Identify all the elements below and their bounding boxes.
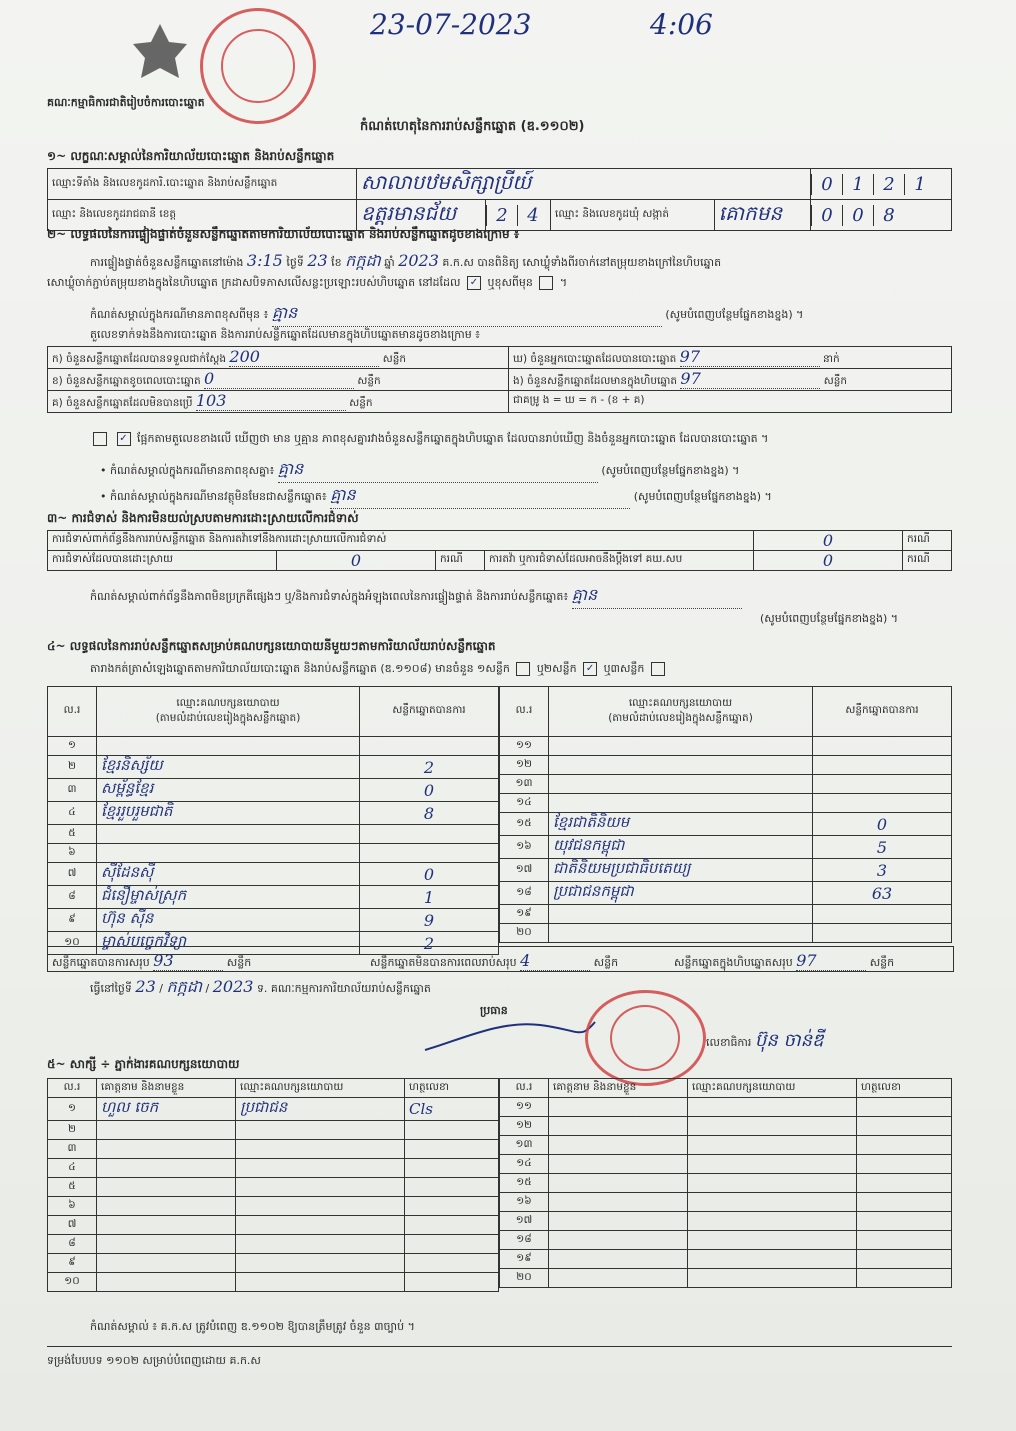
total-invalid: 4 (520, 951, 590, 971)
s2-note-value: គ្មាន (272, 302, 662, 327)
appeal-count: 0 (754, 551, 903, 571)
party-name (549, 924, 813, 943)
ballot-count-table: ក) ចំនួនសន្លឹកឆ្នោតដែលបានទទួលជាក់ស្តែង 200 សន្លឹក ឃ) ចំនួនអ្នកបោះឆ្នោតដែលបានបោះឆ្នោត 97 នាក់ ខ) ចំនួនសន្លឹកឆ្នោតខូចពេលបោះឆ្នោត 0 សន្លឹក ង) ចំនួនសន្លឹកឆ្នោតដែលមានក្នុងហិបឆ្នោត 97 សន្លឹក គ) ចំនួនសន្លឹកឆ្នោតដែលមិនបានប្រើ 103 សន្លឹក ជាគម្រូ ង = ឃ = ក - (ខ + គ) (47, 346, 952, 413)
s2-check-line: ✓ ផ្អែកតាមតួលេខខាងលើ ឃើញថា មាន ឬគ្មាន ភាពខុសគ្នារវាងចំនួនសន្លឹកឆ្នោតក្នុងហិបឆ្នោត ដែលបានរាប់ឃើញ និងចំនួនអ្នកបោះឆ្នោត ដែលបានបោះឆ្នោត ។ (90, 432, 960, 448)
table-row: ១៦ (500, 1193, 952, 1212)
witness-name (97, 1140, 236, 1159)
sign-month: កក្កដា (166, 977, 203, 996)
table-row: ១០ ម្ចាស់បច្ចេកវិទ្យា 2 (48, 932, 499, 955)
table-row: ១១ (500, 1098, 952, 1117)
check-year: 2023 (398, 251, 439, 270)
witness-name (97, 1273, 236, 1292)
results-table (47, 686, 499, 955)
col-votes: សន្លឹកឆ្នោតបានការ (813, 687, 952, 737)
witness-signature (405, 1235, 499, 1254)
station-code: 0 1 2 1 (811, 169, 952, 200)
form-title: កំណត់ហេតុនៃការរាប់សន្លឹកឆ្នោត (ឌ.១១០២) (360, 119, 585, 134)
table-row: ១ ហួល ចេក ប្រជាជន Cls (48, 1098, 499, 1121)
section-2-title: ២~ លទ្ធផលនៃការផ្ទៀងផ្ទាត់ចំនួនសន្លឹកឆ្នោតតាមការិយាល័យបោះឆ្នោត និងរាប់សន្លឹកឆ្នោតដូចខាងក្រោម ៖ (47, 227, 520, 241)
party-votes (813, 756, 952, 775)
objection-table: ការជំទាស់ពាក់ព័ន្ធនឹងការរាប់សន្លឹកឆ្នោត និងការតវ៉ាទៅនឹងការដោះស្រាយលើការជំទាស់ 0 ករណី ការជំទាស់ដែលបានដោះស្រាយ 0 ករណី ការតវ៉ា ឬការជំទាស់ដែលអាចនឹងប្តឹងទៅ គឃ.សប 0 ករណី (47, 530, 952, 571)
handwritten-time: 4:06 (650, 8, 713, 41)
table-row: ១៣ (500, 775, 952, 794)
witness-signature (405, 1121, 499, 1140)
party-name (549, 737, 813, 756)
table-row: ១៧ ជាតិនិយមប្រជាធិបតេយ្យ 3 (500, 859, 952, 882)
table-row: ៤ (48, 1159, 499, 1178)
witness-name (97, 1159, 236, 1178)
col-votes: សន្លឹកឆ្នោតបានការ (360, 687, 499, 737)
received-ballots: 200 (229, 347, 379, 367)
party-name (97, 737, 360, 756)
table-row: ១៨ ប្រជាជនកម្ពុជា 63 (500, 882, 952, 905)
party-votes: 8 (360, 802, 499, 825)
commune-label: ឈ្មោះ និងលេខកូដឃុំ សង្កាត់ (551, 200, 715, 231)
has-diff-checkbox[interactable] (93, 432, 107, 446)
check-time: 3:15 (246, 251, 283, 270)
section-4-title: ៤~ លទ្ធផលនៃការរាប់សន្លឹកឆ្នោតសម្រាប់គណបក្សនយោបាយនីមួយៗតាមការិយាល័យរាប់សន្លឹកឆ្នោត (47, 639, 496, 653)
table-row: ១២ (500, 756, 952, 775)
three-sheet-checkbox[interactable] (651, 662, 665, 676)
table-row: ៧ ស៊ីដែនស៊ី 0 (48, 863, 499, 886)
section-3-title: ៣~ ការជំទាស់ និងការមិនយល់ស្របតាមការដោះស្រាយលើការជំទាស់ (47, 511, 359, 525)
table-row: ៣ សម្ព័ន្ធខ្មែរ 0 (48, 779, 499, 802)
witness-name (97, 1235, 236, 1254)
witness-name (97, 1197, 236, 1216)
unused-ballots: 103 (196, 391, 346, 411)
party-name: ម្ចាស់បច្ចេកវិទ្យា (97, 932, 360, 955)
table-row: ៦ (48, 844, 499, 863)
party-name: យុវជនកម្ពុជា (549, 836, 813, 859)
party-votes: 2 (360, 932, 499, 955)
witness-party (236, 1178, 405, 1197)
table-row: ១០ (48, 1273, 499, 1292)
s5-footnote: កំណត់សម្គាល់ ៖ គ.ក.ស ត្រូវបំពេញ ឌ.១១០២ ឱ្យបានត្រឹមត្រូវ ចំនួន ៣ច្បាប់ ។ (90, 1320, 415, 1333)
table-row: ១៩ (500, 1250, 952, 1269)
witness-table: ល.រ គោត្តនាម និងនាមខ្លួន ឈ្មោះគណបក្សនយោបាយ ហត្ថលេខា ១ ហួល ចេក ប្រជាជន Cls ២ ៣ ៤ ៥ ៦ ៧ ៨ ៩ ១០ (47, 1078, 499, 1292)
party-votes: 3 (813, 859, 952, 882)
witness-table: ល.រ គោត្តនាម និងនាមខ្លួន ឈ្មោះគណបក្សនយោបាយ ហត្ថលេខា ១១ ១២ ១៣ ១៤ ១៥ ១៦ ១៧ ១៨ ១៩ ២០ (499, 1078, 952, 1288)
party-votes: 0 (360, 863, 499, 886)
party-votes: 1 (360, 886, 499, 909)
party-votes: 2 (360, 756, 499, 779)
table-row: ១៣ (500, 1136, 952, 1155)
unchanged-checkbox[interactable]: ✓ (467, 276, 481, 290)
section-5-title: ៥~ សាក្សី ÷ ភ្នាក់ងារគណបក្សនយោបាយ (47, 1057, 240, 1071)
province-code: 2 4 (486, 200, 551, 231)
total-valid: 93 (153, 951, 223, 971)
s4-intro: តារាងកត់ត្រាសំឡេងឆ្នោតតាមការិយាល័យបោះឆ្នោត និងរាប់សន្លឹកឆ្នោត (ឌ.១១០៨) មានចំនួន ១សន្លឹក ឬ២សន្លឹក ✓ ឬ៣សន្លឹក (90, 662, 960, 678)
commune-name: គោកមន (714, 200, 810, 231)
party-name (97, 825, 360, 844)
formula: ជាគម្រូ ង = ឃ = ក - (ខ + គ) (509, 391, 952, 413)
s3-note-value: គ្មាន (572, 584, 742, 609)
party-name (549, 794, 813, 813)
table-row: ១២ (500, 1117, 952, 1136)
s2-intro: តួលេខទាក់ទងនឹងការបោះឆ្នោត និងការរាប់សន្លឹកឆ្នោតដែលមានក្នុងហិបឆ្នោតមានដូចខាងក្រោម ៖ (90, 328, 481, 341)
party-name (549, 756, 813, 775)
witness-party (236, 1216, 405, 1235)
one-sheet-checkbox[interactable] (516, 662, 530, 676)
commune-code: 0 0 8 (811, 200, 952, 231)
witness-signature (405, 1197, 499, 1216)
table-row: ២០ (500, 924, 952, 943)
witness-signature (405, 1178, 499, 1197)
table-row: ១៤ (500, 1155, 952, 1174)
table-row: ១៦ យុវជនកម្ពុជា 5 (500, 836, 952, 859)
party-name: ជំនឿម្ចាស់ស្រុក (97, 886, 360, 909)
s3-note: កំណត់សម្គាល់ពាក់ព័ន្ធនឹងភាពមិនប្រក្រតីផ្សេងៗ ឬ/និងការជំទាស់ក្នុងអំឡុងពេលនៃការផ្ទៀងផ្ទាត់ និងការរាប់សន្លឹកឆ្នោត៖ គ្មាន (90, 584, 960, 609)
check-day: 23 (307, 251, 328, 270)
table-row: ១១ (500, 737, 952, 756)
table-row: ៨ ជំនឿម្ចាស់ស្រុក 1 (48, 886, 499, 909)
resolved-count: 0 (277, 551, 436, 571)
witness-signature (405, 1254, 499, 1273)
table-row: ៤ ខ្មែររួបរួមជាតិ 8 (48, 802, 499, 825)
witness-name (97, 1254, 236, 1273)
table-row: ១៥ ខ្មែរជាតិនិយម 0 (500, 813, 952, 836)
station-table (47, 168, 952, 231)
province-label: ឈ្មោះ និងលេខកូដរាជធានី ខេត្ត (48, 200, 357, 231)
sign-day: 23 (135, 977, 156, 996)
party-votes: 5 (813, 836, 952, 859)
table-row: ១ (48, 737, 499, 756)
witness-party: ប្រជាជន (236, 1098, 405, 1121)
witness-signature (405, 1159, 499, 1178)
two-sheet-checkbox[interactable]: ✓ (583, 662, 597, 676)
object-note-value: គ្មាន (330, 484, 630, 509)
table-row: ២ ខ្មែរនិស្ស័យ 2 (48, 756, 499, 779)
table-row: ១៧ (500, 1212, 952, 1231)
sign-year: 2023 (212, 977, 254, 996)
objection-row-1: ការជំទាស់ពាក់ព័ន្ធនឹងការរាប់សន្លឹកឆ្នោត និងការតវ៉ាទៅនឹងការដោះស្រាយលើការជំទាស់ (48, 531, 754, 551)
president-signature (420, 1010, 600, 1060)
party-votes (813, 775, 952, 794)
witness-party (236, 1197, 405, 1216)
footer-divider (47, 1346, 952, 1347)
party-name: ខ្មែររួបរួមជាតិ (97, 802, 360, 825)
col-party: ឈ្មោះគណបក្សនយោបាយ (តាមលំដាប់លេខរៀងក្នុងសន្លឹកឆ្នោត) (97, 687, 360, 737)
station-label: ឈ្មោះទីតាំង និងលេខកូដការិ.បោះឆ្នោត និងរាប់សន្លឹកឆ្នោត (48, 169, 357, 200)
party-votes: 0 (813, 813, 952, 836)
s2-object-note: • កំណត់សម្គាល់ក្នុងករណីមានវត្ថុមិនមែនជាសន្លឹកឆ្នោត៖ គ្មាន (សូមបំពេញបន្ថែមផ្នែកខាងខ្នង) ។ (100, 484, 960, 509)
total-in-box: 97 (796, 951, 866, 971)
party-votes (360, 737, 499, 756)
table-row: ៧ (48, 1216, 499, 1235)
witness-name (97, 1178, 236, 1197)
ballots-in-box: 97 (680, 369, 820, 389)
handwritten-date: 23-07-2023 (370, 8, 532, 41)
witness-signature (405, 1273, 499, 1292)
party-votes (813, 905, 952, 924)
party-votes (813, 794, 952, 813)
secretary-name: ប៊ុន ចាន់ឌី (754, 1030, 824, 1051)
s2-diff-note: • កំណត់សម្គាល់ក្នុងករណីមានភាពខុសគ្នា៖ គ្មាន (សូមបំពេញបន្ថែមផ្នែកខាងខ្នង) ។ (100, 458, 960, 483)
station-name: សាលាបឋមសិក្សាប្រីយ៍ (357, 169, 811, 200)
party-votes (813, 924, 952, 943)
table-row: ១៥ (500, 1174, 952, 1193)
voters-count: 97 (680, 347, 820, 367)
table-row: ៥ (48, 1178, 499, 1197)
witness-signature: Cls (405, 1098, 499, 1121)
party-name: ហ៊ុន ស៊ីន (97, 909, 360, 932)
witness-name (97, 1216, 236, 1235)
witness-signature (405, 1216, 499, 1235)
s3-fill-hint: (សូមបំពេញបន្ថែមផ្នែកខាងខ្នង) ។ (760, 612, 899, 625)
party-name: សម្ព័ន្ធខ្មែរ (97, 779, 360, 802)
results-table (499, 686, 952, 943)
witness-party (236, 1159, 405, 1178)
official-seal-top (200, 8, 316, 124)
witness-party (236, 1235, 405, 1254)
witness-name: ហួល ចេក (97, 1098, 236, 1121)
col-no: ល.រ (500, 687, 549, 737)
witness-signature (405, 1140, 499, 1159)
witness-party (236, 1121, 405, 1140)
official-seal-bottom (585, 990, 706, 1086)
secretary-label: លេខាធិការ ប៊ុន ចាន់ឌី (706, 1030, 824, 1051)
party-name: ខ្មែរជាតិនិយម (549, 813, 813, 836)
table-row: ៨ (48, 1235, 499, 1254)
witness-name (97, 1121, 236, 1140)
spoiled-ballots: 0 (204, 369, 354, 389)
province-name: ឧត្តរមានជ័យ (357, 200, 486, 231)
s2-line2: សោឃ្លុំចាក់ភ្ជាប់តម្រុយខាងក្នុងនៃហិបឆ្នោត ក្រដាសបិទភាសលើសន្លះប្រឡោះរបស់ហិបឆ្នោត នៅដដែល ✓ ឬខុសពីមុន ។ (47, 276, 568, 289)
party-votes: 0 (360, 779, 499, 802)
col-no: ល.រ (48, 687, 97, 737)
party-name (97, 844, 360, 863)
party-votes: 9 (360, 909, 499, 932)
national-emblem-icon (125, 18, 195, 88)
witness-party (236, 1140, 405, 1159)
table-row: ៣ (48, 1140, 499, 1159)
witness-party (236, 1254, 405, 1273)
no-diff-checkbox[interactable]: ✓ (117, 432, 131, 446)
party-name (549, 775, 813, 794)
party-name: ខ្មែរនិស្ស័យ (97, 756, 360, 779)
party-name (549, 905, 813, 924)
table-row: ២០ (500, 1269, 952, 1288)
s2-note: កំណត់សម្គាល់ក្នុងករណីមានភាពខុសពីមុន ៖ គ្មាន (សូមបំពេញបន្ថែមផ្នែកខាងខ្នង) ។ (90, 302, 960, 327)
witness-party (236, 1273, 405, 1292)
table-row: ១៨ (500, 1231, 952, 1250)
party-name: ជាតិនិយមប្រជាធិបតេយ្យ (549, 859, 813, 882)
party-votes: 63 (813, 882, 952, 905)
diff-note-value: គ្មាន (278, 458, 598, 483)
table-row: ៩ (48, 1254, 499, 1273)
form-footer: ទម្រង់បែបបទ ១១០២ សម្រាប់បំពេញដោយ គ.ក.ស (47, 1354, 261, 1367)
section-1-title: ១~ លក្ខណៈសម្គាល់នៃការិយាល័យបោះឆ្នោត និងរាប់សន្លឹកឆ្នោត (47, 149, 335, 163)
s2-line1: ការផ្ទៀងផ្ទាត់ចំនួនសន្លឹកឆ្នោតនៅម៉ោង 3:15 ថ្ងៃទី 23 ខែ កក្កដា ឆ្នាំ 2023 គ.ក.ស បានពិនិត្យ សោឃ្លុំទាំងពីរចាក់នៅតម្រុយខាងក្រៅនៃហិបឆ្នោត (90, 251, 722, 270)
party-votes (360, 825, 499, 844)
col-party: ឈ្មោះគណបក្សនយោបាយ (តាមលំដាប់លេខរៀងក្នុងសន្លឹកឆ្នោត) (549, 687, 813, 737)
s4-date: ធ្វើនៅថ្ងៃទី 23 / កក្កដា / 2023 ទ. គណៈកម្មការការិយាល័យរាប់សន្លឹកឆ្នោត (90, 977, 431, 996)
changed-checkbox[interactable] (539, 276, 553, 290)
party-votes (360, 844, 499, 863)
table-row: ៩ ហ៊ុន ស៊ីន 9 (48, 909, 499, 932)
table-row: ២ (48, 1121, 499, 1140)
table-row: ១៩ (500, 905, 952, 924)
s4-totals: សន្លឹកឆ្នោតបានការសរុប 93 សន្លឹក សន្លឹកឆ្នោតមិនបានការពេលរាប់សរុប 4 សន្លឹក សន្លឹកឆ្នោតក្នុងហិបឆ្នោតសរុប 97 សន្លឹក (47, 946, 954, 972)
committee-name: គណៈកម្មាធិការជាតិរៀបចំការបោះឆ្នោត (47, 96, 205, 109)
check-month: កក្កដា (345, 251, 381, 270)
president-label: ប្រធាន (480, 1004, 508, 1017)
party-votes (813, 737, 952, 756)
table-row: ៦ (48, 1197, 499, 1216)
table-row: ៥ (48, 825, 499, 844)
party-name: ប្រជាជនកម្ពុជា (549, 882, 813, 905)
party-name: ស៊ីដែនស៊ី (97, 863, 360, 886)
objection-count: 0 (754, 531, 903, 551)
table-row: ១៤ (500, 794, 952, 813)
